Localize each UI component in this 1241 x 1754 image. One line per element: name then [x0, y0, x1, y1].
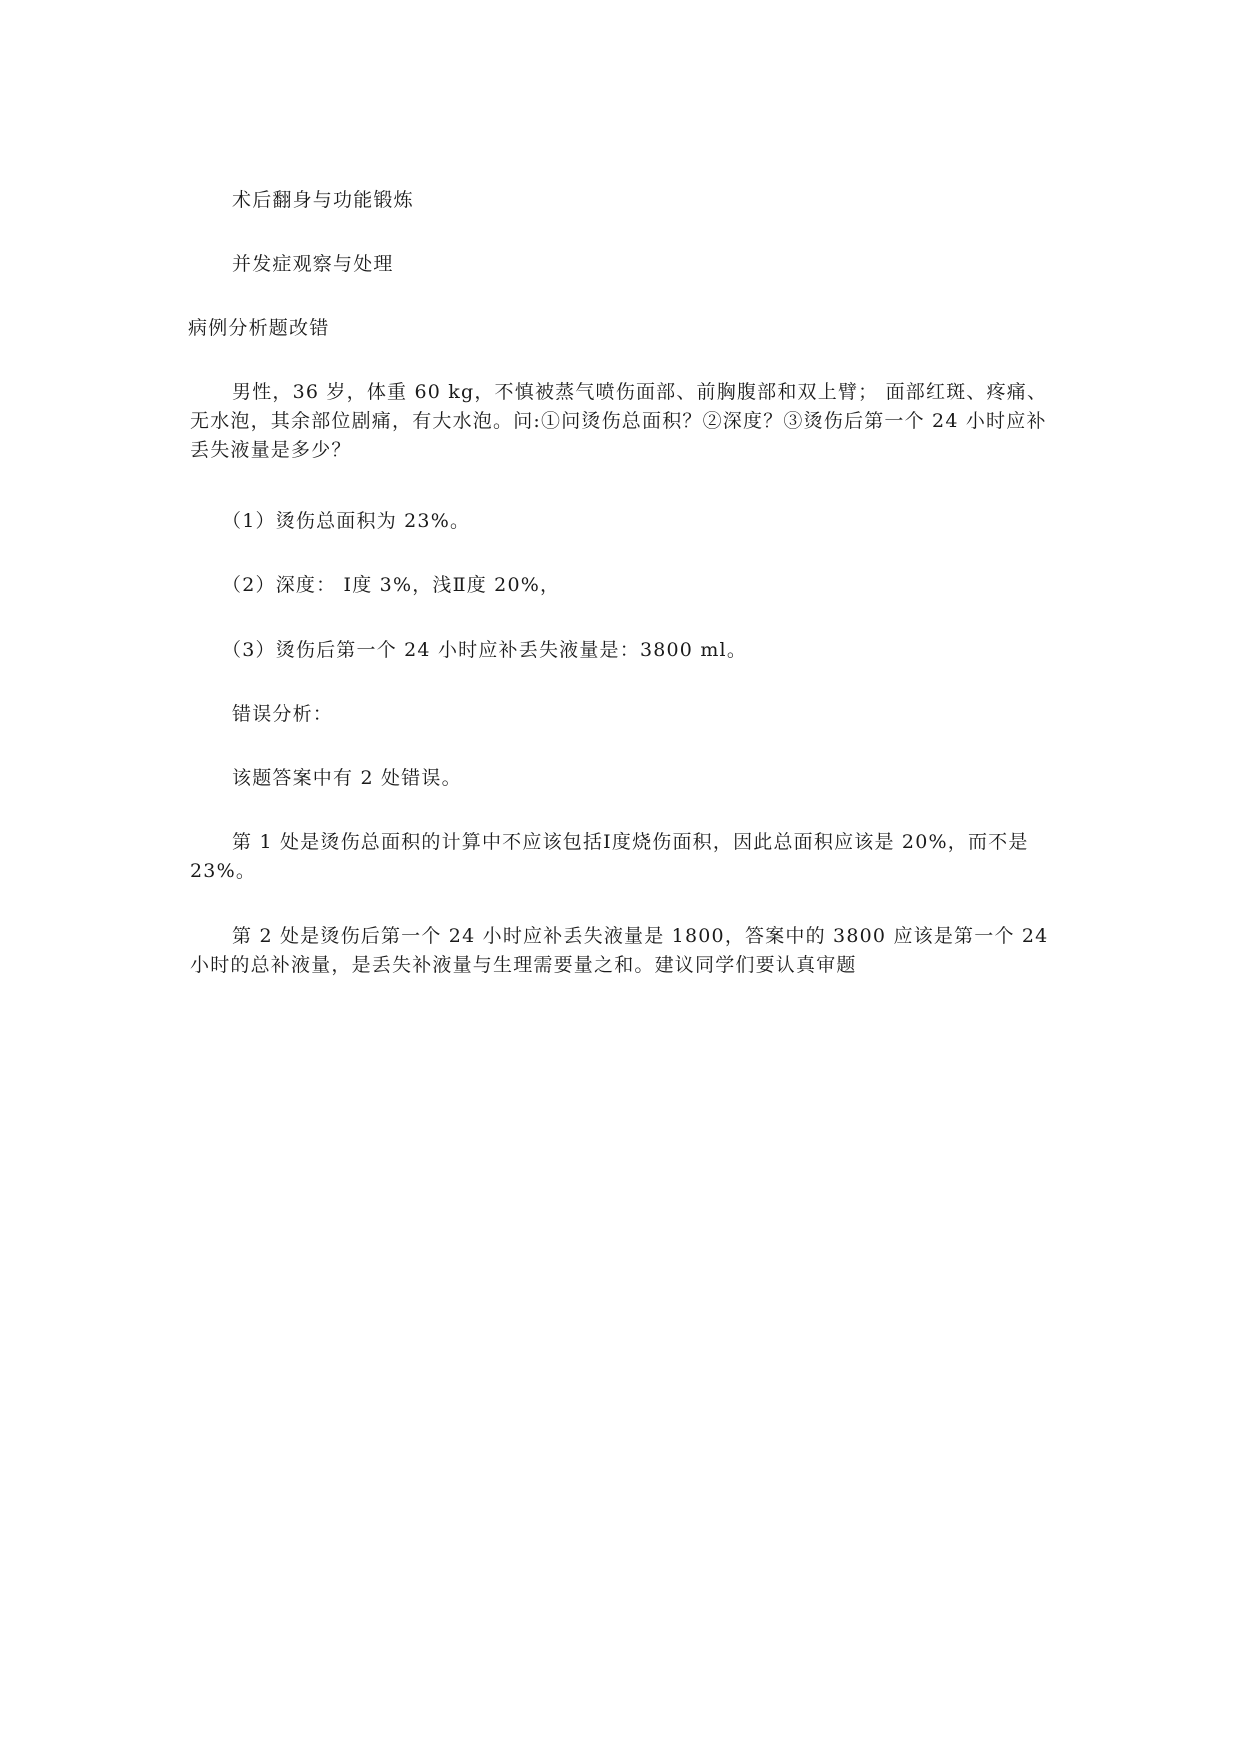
- section-heading-case-analysis: 病例分析题改错: [188, 317, 330, 339]
- error-explanation-2: 第 2 处是烫伤后第一个 24 小时应补丢失液量是 1800，答案中的 3800 应该是第一个 24 小时的总补液量，是丢失补液量与生理需要量之和。建议同学们要认真审题: [190, 925, 1049, 976]
- paragraph-postop-turning: 术后翻身与功能锻炼: [232, 189, 414, 211]
- answer-item-2: （2）深度： Ⅰ度 3%，浅Ⅱ度 20%，: [222, 574, 561, 596]
- error-analysis-label: 错误分析：: [232, 703, 334, 725]
- paragraph-complications: 并发症观察与处理: [232, 253, 394, 275]
- error-explanation-1: 第 1 处是烫伤总面积的计算中不应该包括Ⅰ度烧伤面积，因此总面积应该是 20%，而不是 23%。: [190, 831, 1029, 882]
- paragraph-case-description: 男性，36 岁，体重 60 kg，不慎被蒸气喷伤面部、前胸腹部和双上臂； 面部红斑、疼痛、无水泡，其余部位剧痛，有大水泡。问:①问烫伤总面积？②深度？③烫伤后第一个 24 小时应补丢失液量是多少？: [190, 381, 1048, 461]
- answer-item-1: （1）烫伤总面积为 23%。: [222, 510, 471, 532]
- answer-item-3: （3）烫伤后第一个 24 小时应补丢失液量是：3800 ml。: [222, 639, 748, 661]
- error-count-statement: 该题答案中有 2 处错误。: [232, 767, 462, 789]
